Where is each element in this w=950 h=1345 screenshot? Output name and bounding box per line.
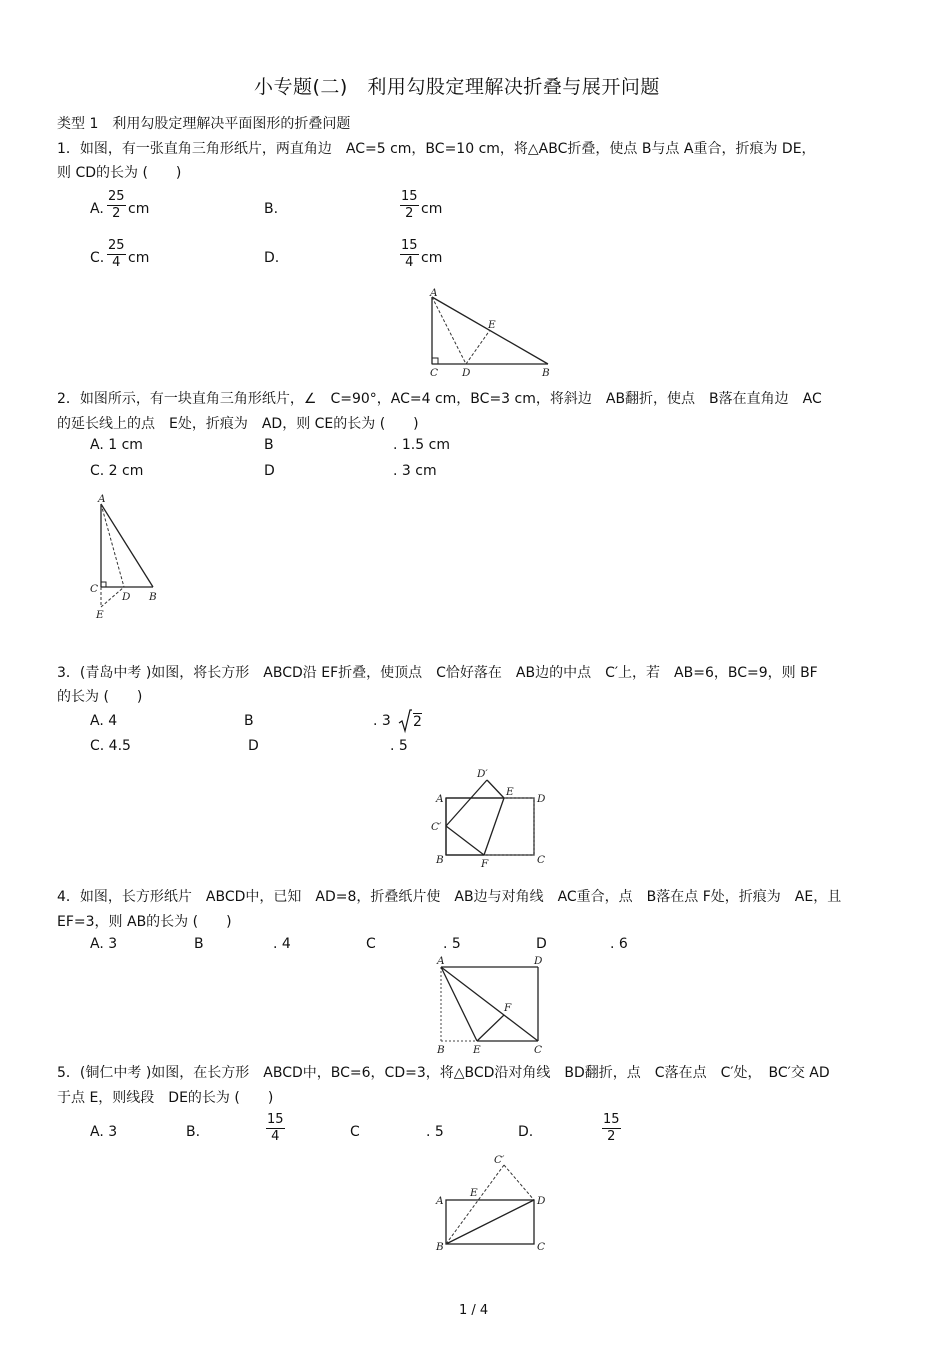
q4-stem-line2: EF=3，则 AB的长为 ( ) (57, 914, 232, 930)
q4-fig-label-f: F (504, 1002, 512, 1014)
q3-option-c: C. 4.5 (90, 738, 131, 754)
q2-stem-line2: 的延长线上的点 E处，折痕为 AD，则 CE的长为 ( ) (57, 416, 419, 432)
q3-fig-label-b: B (436, 854, 444, 866)
q1-option-d-unit: cm (421, 250, 443, 266)
q4-option-b-label: B (194, 936, 204, 952)
q1-option-c-unit: cm (128, 250, 150, 266)
q5-option-d-den: 2 (607, 1129, 616, 1144)
q1-option-c-label: C. (90, 250, 105, 266)
q3-fig-label-d-prime: D′ (477, 768, 488, 780)
q2-fig-label-a: A (98, 493, 106, 505)
section-heading: 类型 1 利用勾股定理解决平面图形的折叠问题 (57, 116, 351, 132)
q4-figure (428, 952, 553, 1058)
q4-fig-label-e: E (473, 1044, 481, 1056)
q1-option-a-num: 25 (108, 189, 125, 204)
q5-option-c-value: . 5 (426, 1124, 444, 1140)
q2-option-b-label: B (264, 437, 274, 453)
q3-fig-label-d: D (537, 793, 546, 805)
q1-stem-line2: 则 CD的长为 ( ) (57, 165, 182, 181)
q1-option-c-fraction (107, 238, 126, 271)
q3-stem-line1: 3．(青岛中考 )如图，将长方形 ABCD沿 EF折叠，使顶点 C恰好落在 AB边的中点 C′上，若 AB=6，BC=9，则 BF (57, 665, 818, 681)
q2-fig-label-d: D (122, 591, 131, 603)
q3-fig-label-e: E (506, 786, 514, 798)
q4-stem-line1: 4．如图，长方形纸片 ABCD中，已知 AD=8，折叠纸片使 AB边与对角线 AC重合，点 B落在点 F处，折痕为 AE，且 (57, 889, 842, 905)
q1-option-d-den: 4 (405, 255, 414, 270)
q5-stem-line1: 5．(铜仁中考 )如图，在长方形 ABCD中，BC=6，CD=3，将△BCD沿对角线 BD翻折，点 C落在点 C′处， BC′交 AD (57, 1065, 830, 1081)
q5-option-b-num: 15 (267, 1112, 284, 1127)
q3-fig-label-c-prime: C′ (431, 821, 442, 833)
q1-option-b-label: B. (264, 201, 279, 217)
sqrt-icon (398, 708, 412, 734)
q1-option-b-fraction (400, 189, 419, 222)
q3-option-b-value: . 3 (373, 713, 391, 729)
q1-fig-label-b: B (542, 367, 550, 379)
q1-option-b-num: 15 (401, 189, 418, 204)
q5-option-b-den: 4 (271, 1129, 280, 1144)
q1-figure (420, 285, 560, 380)
q3-option-d-value: . 5 (390, 738, 408, 754)
q3-option-d-label: D (248, 738, 259, 754)
q4-option-c-value: . 5 (443, 936, 461, 952)
q1-option-a-den: 2 (112, 206, 121, 221)
q1-option-c-num: 25 (108, 238, 125, 253)
q2-fig-label-b: B (149, 591, 157, 603)
q2-figure (85, 490, 170, 622)
q1-option-d-num: 15 (401, 238, 418, 253)
q1-option-b-unit: cm (421, 201, 443, 217)
q2-fig-label-e: E (96, 609, 104, 621)
page-title: 小专题(二) 利用勾股定理解决折叠与展开问题 (254, 76, 660, 98)
q1-option-a-label: A. (90, 201, 104, 217)
q5-option-a: A. 3 (90, 1124, 118, 1140)
q2-stem-line1: 2．如图所示，有一块直角三角形纸片，∠ C=90°，AC=4 cm，BC=3 cm，将斜边 AB翻折，使点 B落在直角边 AC (57, 391, 822, 407)
q1-option-a-unit: cm (128, 201, 150, 217)
q1-fig-label-a: A (430, 287, 438, 299)
page-number: 1 / 4 (459, 1303, 489, 1318)
q5-option-b-label: B. (186, 1124, 201, 1140)
q5-option-b-fraction (266, 1112, 285, 1145)
q4-option-b-value: . 4 (273, 936, 291, 952)
q1-fig-label-d: D (462, 367, 471, 379)
q3-figure (428, 760, 558, 868)
q4-fig-label-d: D (534, 955, 543, 967)
q3-option-a: A. 4 (90, 713, 118, 729)
q5-fig-label-e: E (470, 1187, 478, 1199)
q5-option-d-fraction (602, 1112, 621, 1145)
q4-fig-label-c: C (534, 1044, 543, 1056)
q3-option-b-radicand: 2 (413, 714, 422, 730)
q1-option-d-label: D. (264, 250, 280, 266)
q2-option-c: C. 2 cm (90, 463, 144, 479)
q2-fig-label-c: C (90, 583, 99, 595)
q5-option-c-label: C (350, 1124, 360, 1140)
q3-fig-label-a: A (436, 793, 444, 805)
q1-option-d-fraction (400, 238, 419, 271)
q5-fig-label-a: A (436, 1195, 444, 1207)
q1-fig-label-e: E (488, 319, 496, 331)
q3-fig-label-f: F (481, 858, 489, 868)
q4-option-d-value: . 6 (610, 936, 628, 952)
q1-option-a-fraction (107, 189, 126, 222)
q2-option-a: A. 1 cm (90, 437, 143, 453)
q4-option-d-label: D (536, 936, 547, 952)
q5-fig-label-c-prime: C′ (494, 1154, 505, 1166)
q2-option-d-label: D (264, 463, 275, 479)
q3-stem-line2: 的长为 ( ) (57, 689, 143, 705)
q1-stem-line1: 1．如图，有一张直角三角形纸片，两直角边 AC=5 cm，BC=10 cm，将△ABC折叠，使点 B与点 A重合，折痕为 DE， (57, 141, 816, 157)
q3-option-b-label: B (244, 713, 254, 729)
q5-option-d-num: 15 (603, 1112, 620, 1127)
q1-fig-label-c: C (430, 367, 439, 379)
q5-figure (428, 1152, 558, 1256)
q5-option-d-label: D. (518, 1124, 534, 1140)
q5-fig-label-d: D (537, 1195, 546, 1207)
q3-fig-label-c: C (537, 854, 546, 866)
q1-option-b-den: 2 (405, 206, 414, 221)
q4-option-c-label: C (366, 936, 376, 952)
q4-fig-label-b: B (437, 1044, 445, 1056)
q5-fig-label-b: B (436, 1241, 444, 1253)
q5-stem-line2: 于点 E，则线段 DE的长为 ( ) (57, 1090, 274, 1106)
q2-option-b-value: . 1.5 cm (393, 437, 450, 453)
q4-fig-label-a: A (437, 955, 445, 967)
q2-option-d-value: . 3 cm (393, 463, 437, 479)
q4-option-a: A. 3 (90, 936, 118, 952)
q1-option-c-den: 4 (112, 255, 121, 270)
q5-fig-label-c: C (537, 1241, 546, 1253)
